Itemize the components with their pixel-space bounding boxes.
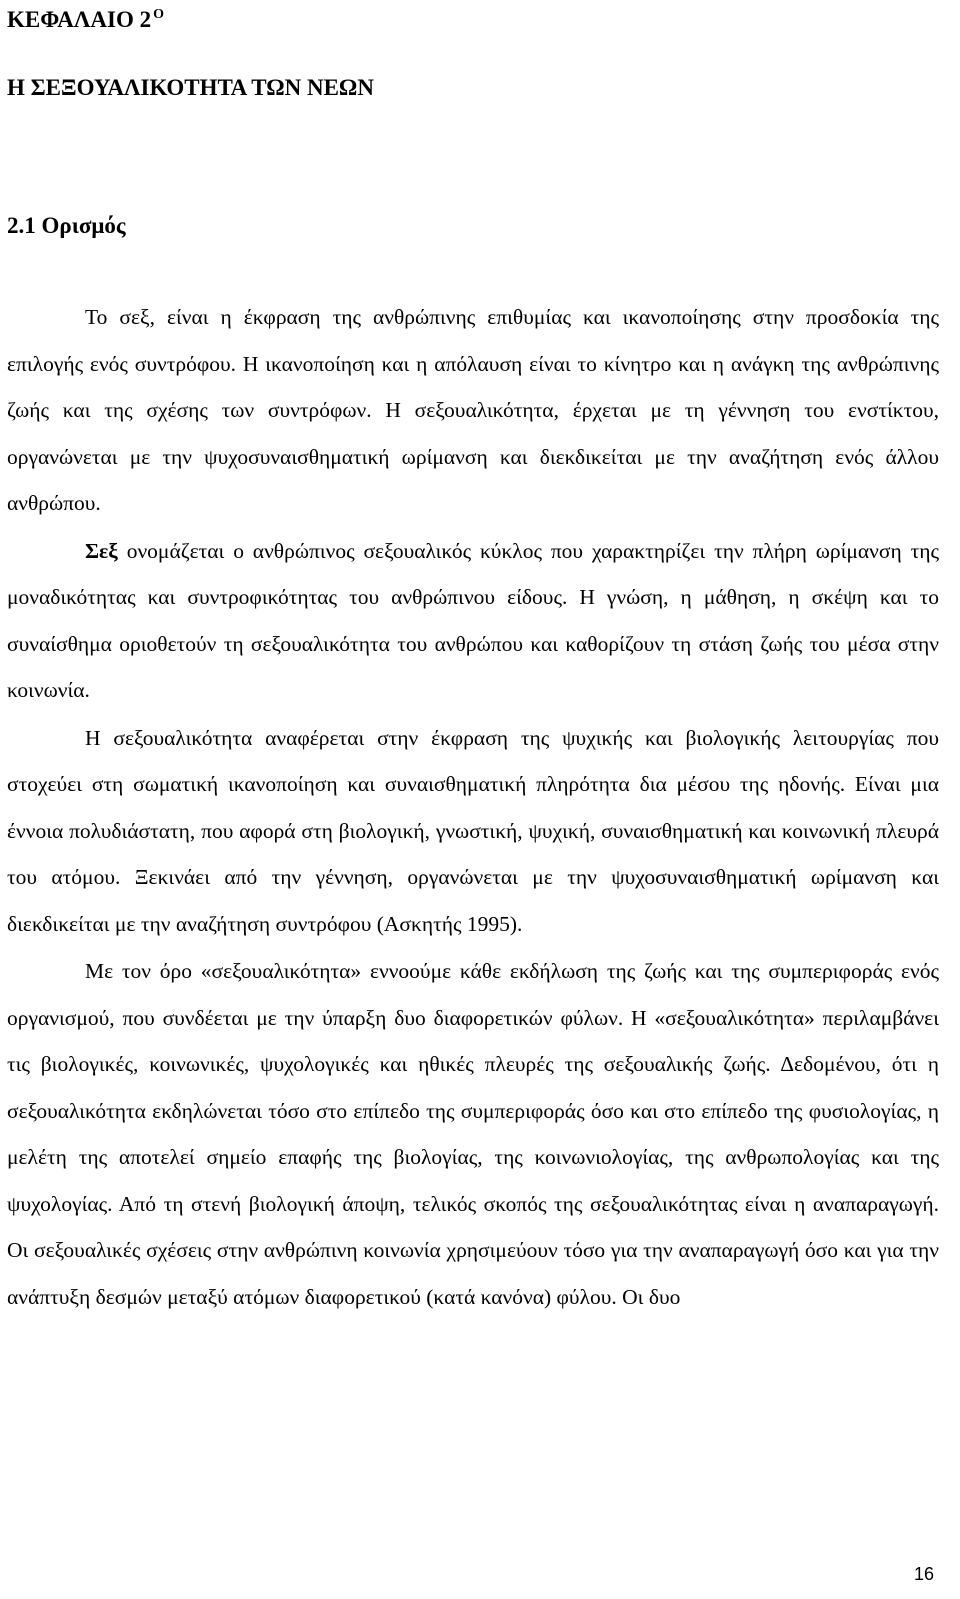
- chapter-label: ΚΕΦΑΛΑΙΟ 2: [7, 7, 152, 32]
- paragraph-2-lead: Σεξ: [85, 538, 118, 563]
- chapter-heading: [7, 4, 164, 36]
- paragraph-3: Η σεξουαλικότητα αναφέρεται στην έκφραση της ψυχικής και βιολογικής λειτουργίας που στοχεύει στη σωματική ικανοποίηση και συναισθηματική πληρότητα δια μέσου της ηδονής. Είναι μια έννοια πολυδιάστατη, που αφορά στη βιολογική, γνωστική, ψυχική, συναισθηματική και κοινωνική πλευρά του ατόμου. Ξεκινάει από την γέννηση, οργανώνεται με την ψυχοσυναισθηματική ωρίμανση και διεκδικείται με την αναζήτηση συντρόφου (Ασκητής 1995).: [7, 725, 939, 936]
- paragraph-2: [7, 528, 939, 714]
- page-number: 16: [913, 1564, 934, 1584]
- paragraph-1: Το σεξ, είναι η έκφραση της ανθρώπινης επιθυμίας και ικανοποίησης στην προσδοκία της επιλογής ενός συντρόφου. Η ικανοποίηση και η απόλαυση είναι το κίνητρο και η ανάγκη της ανθρώπινης ζωής και της σχέσης των συντρόφων. Η σεξουαλικότητα, έρχεται με τη γέννηση του ενστίκτου, οργανώνεται με την ψυχοσυναισθηματική ωρίμανση και διεκδικείται με την αναζήτηση ενός άλλου ανθρώπου.: [7, 305, 939, 515]
- paragraph-4: Με τον όρο «σεξουαλικότητα» εννοούμε κάθε εκδήλωση της ζωής και της συμπεριφοράς ενός οργανισμού, που συνδέεται με την ύπαρξη δυο διαφορετικών φύλων. Η «σεξουαλικότητα» περιλαμβάνει τις βιολογικές, κοινωνικές, ψυχολογικές και ηθικές πλευρές της σεξουαλικής ζωής. Δεδομένου, ότι η σεξουαλικότητα εκδηλώνεται τόσο στο επίπεδο της συμπεριφοράς όσο και στο επίπεδο της φυσιολογίας, η μελέτη της αποτελεί σημείο επαφής της βιολογίας, της κοινωνιολογίας, της ανθρωπολογίας και της ψυχολογίας. Από τη στενή βιολογική άποψη, τελικός σκοπός της σεξουαλικότητας είναι η αναπαραγωγή. Οι σεξουαλικές σχέσεις στην ανθρώπινη κοινωνία χρησιμεύουν τόσο για την αναπαραγωγή όσο και για την ανάπτυξη δεσμών μεταξύ ατόμων διαφορετικού (κατά κανόνα) φύλου. Οι δυο: [7, 959, 939, 1309]
- chapter-title: Η ΣΕΞΟΥΑΛΙΚΟΤΗΤΑ ΤΩΝ ΝΕΩΝ: [7, 75, 374, 100]
- paragraph-2-text: ονομάζεται ο ανθρώπινος σεξουαλικός κύκλος που χαρακτηρίζει την πλήρη ωρίμανση της μοναδικότητας και συντροφικότητας του ανθρώπινου είδους. Η γνώση, η μάθηση, η σκέψη και το συναίσθημα οριοθετούν τη σεξουαλικότητα του ανθρώπου και καθορίζουν τη στάση ζωής του μέσα στην κοινωνία.: [7, 538, 939, 702]
- body-text: [7, 294, 939, 1320]
- section-heading: 2.1 Ορισμός: [7, 213, 126, 238]
- chapter-superscript: Ο: [153, 7, 164, 22]
